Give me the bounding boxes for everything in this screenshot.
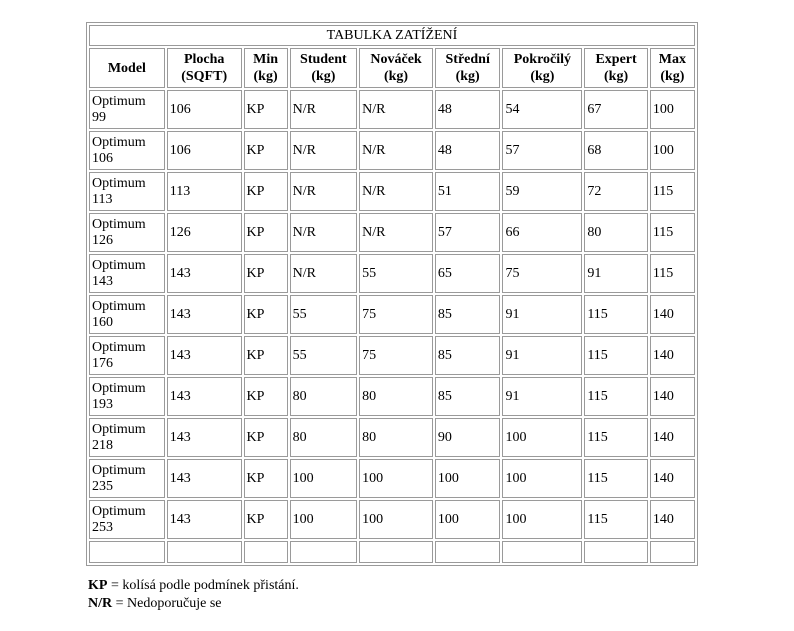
model-cell bbox=[89, 377, 165, 416]
model-name-line: 218 bbox=[92, 437, 113, 453]
table-cell: 115 bbox=[650, 172, 695, 211]
legend-key: KP bbox=[88, 578, 108, 593]
model-name-line: 253 bbox=[92, 519, 113, 535]
table-cell: 115 bbox=[584, 459, 648, 498]
table-row bbox=[89, 254, 695, 293]
table-cell: KP bbox=[244, 336, 288, 375]
table-cell: KP bbox=[244, 254, 288, 293]
column-header-line: (kg) bbox=[455, 69, 480, 84]
table-row bbox=[89, 418, 695, 457]
table-cell: 55 bbox=[290, 295, 358, 334]
table-cell: 115 bbox=[650, 213, 695, 252]
table-cell: 91 bbox=[502, 336, 582, 375]
table-cell: 140 bbox=[650, 418, 695, 457]
empty-cell bbox=[435, 541, 501, 563]
column-header-line: Max bbox=[658, 52, 687, 67]
table-cell: 100 bbox=[502, 418, 582, 457]
table-row bbox=[89, 500, 695, 539]
table-cell: KP bbox=[244, 131, 288, 170]
table-cell: 100 bbox=[650, 131, 695, 170]
column-header-line: (kg) bbox=[311, 69, 336, 84]
table-row bbox=[89, 295, 695, 334]
table-row bbox=[89, 213, 695, 252]
table-cell: KP bbox=[244, 295, 288, 334]
table-cell: 80 bbox=[584, 213, 648, 252]
table-cell: 65 bbox=[435, 254, 501, 293]
table-row bbox=[89, 336, 695, 375]
model-name-line: Optimum bbox=[92, 462, 146, 478]
model-name-line: 193 bbox=[92, 396, 113, 412]
table-cell: KP bbox=[244, 418, 288, 457]
model-name-line: 106 bbox=[92, 150, 113, 166]
table-cell: 80 bbox=[359, 418, 433, 457]
table-cell: 80 bbox=[290, 377, 358, 416]
table-cell: KP bbox=[244, 172, 288, 211]
table-cell: 80 bbox=[290, 418, 358, 457]
table-cell: 100 bbox=[290, 500, 358, 539]
column-header bbox=[584, 48, 648, 88]
table-cell: 100 bbox=[435, 459, 501, 498]
table-cell: 48 bbox=[435, 90, 501, 129]
table-cell: 90 bbox=[435, 418, 501, 457]
table-cell: KP bbox=[244, 500, 288, 539]
table-cell: 91 bbox=[584, 254, 648, 293]
table-cell: 55 bbox=[359, 254, 433, 293]
table-cell: 100 bbox=[435, 500, 501, 539]
table-cell: 66 bbox=[502, 213, 582, 252]
table-row bbox=[89, 131, 695, 170]
table-cell: 51 bbox=[435, 172, 501, 211]
table-cell: 48 bbox=[435, 131, 501, 170]
table-cell: N/R bbox=[290, 254, 358, 293]
model-cell bbox=[89, 418, 165, 457]
model-cell bbox=[89, 213, 165, 252]
model-cell bbox=[89, 90, 165, 129]
table-cell: 72 bbox=[584, 172, 648, 211]
table-cell: 143 bbox=[167, 336, 242, 375]
table-cell: 143 bbox=[167, 418, 242, 457]
model-name-line: Optimum bbox=[92, 175, 146, 191]
empty-cell bbox=[244, 541, 288, 563]
table-cell: 115 bbox=[584, 500, 648, 539]
table-cell: N/R bbox=[290, 131, 358, 170]
table-cell: 100 bbox=[650, 90, 695, 129]
table-cell: KP bbox=[244, 90, 288, 129]
table-cell: 55 bbox=[290, 336, 358, 375]
model-name-line: Optimum bbox=[92, 216, 146, 232]
table-cell: 115 bbox=[584, 336, 648, 375]
column-header bbox=[290, 48, 358, 88]
table-cell: 59 bbox=[502, 172, 582, 211]
empty-cell bbox=[502, 541, 582, 563]
empty-cell bbox=[650, 541, 695, 563]
column-header-line: Expert bbox=[595, 52, 637, 67]
table-cell: 100 bbox=[290, 459, 358, 498]
column-header bbox=[650, 48, 695, 88]
table-cell: 106 bbox=[167, 90, 242, 129]
table-cell: 100 bbox=[359, 459, 433, 498]
legend-text: = Nedoporučuje se bbox=[112, 596, 222, 611]
load-table bbox=[86, 22, 698, 566]
table-cell: N/R bbox=[359, 213, 433, 252]
legend bbox=[88, 577, 299, 613]
model-cell bbox=[89, 295, 165, 334]
table-cell: 85 bbox=[435, 336, 501, 375]
table-cell: 80 bbox=[359, 377, 433, 416]
model-name-line: 176 bbox=[92, 355, 113, 371]
model-cell bbox=[89, 459, 165, 498]
table-cell: 115 bbox=[584, 418, 648, 457]
empty-cell bbox=[359, 541, 433, 563]
model-name-line: 235 bbox=[92, 478, 113, 494]
column-header-line: Plocha bbox=[183, 52, 225, 67]
table-cell: 115 bbox=[584, 295, 648, 334]
table-cell: N/R bbox=[359, 172, 433, 211]
model-cell bbox=[89, 131, 165, 170]
table-cell: KP bbox=[244, 213, 288, 252]
table-cell: 140 bbox=[650, 377, 695, 416]
table-cell: 75 bbox=[502, 254, 582, 293]
column-header-line: (kg) bbox=[660, 69, 685, 84]
column-header-line: Student bbox=[300, 52, 347, 67]
table-cell: N/R bbox=[359, 131, 433, 170]
model-name-line: Optimum bbox=[92, 257, 146, 273]
empty-cell bbox=[167, 541, 242, 563]
table-cell: 100 bbox=[359, 500, 433, 539]
column-header bbox=[167, 48, 242, 88]
table-cell: 115 bbox=[584, 377, 648, 416]
table-cell: 57 bbox=[435, 213, 501, 252]
column-header-line: Model bbox=[107, 60, 146, 76]
model-name-line: 126 bbox=[92, 232, 113, 248]
model-name-line: 99 bbox=[92, 109, 106, 125]
table-cell: N/R bbox=[359, 90, 433, 129]
table-cell: 75 bbox=[359, 295, 433, 334]
column-header-line: Min bbox=[253, 52, 278, 67]
model-name-line: Optimum bbox=[92, 93, 146, 109]
column-header bbox=[435, 48, 501, 88]
column-header-line: Střední bbox=[445, 52, 490, 67]
table-row bbox=[89, 172, 695, 211]
column-header-line: (kg) bbox=[530, 69, 555, 84]
table-cell: 54 bbox=[502, 90, 582, 129]
table-cell: 140 bbox=[650, 336, 695, 375]
model-cell bbox=[89, 500, 165, 539]
model-name-line: Optimum bbox=[92, 339, 146, 355]
column-header-line: Nováček bbox=[370, 52, 422, 67]
header-row bbox=[89, 48, 695, 88]
model-cell bbox=[89, 336, 165, 375]
legend-key: N/R bbox=[88, 596, 113, 611]
table-body bbox=[89, 90, 695, 563]
model-name-line: Optimum bbox=[92, 503, 146, 519]
model-name-line: Optimum bbox=[92, 380, 146, 396]
table-row bbox=[89, 459, 695, 498]
legend-line bbox=[88, 577, 299, 595]
table-cell: 106 bbox=[167, 131, 242, 170]
table-cell: 143 bbox=[167, 377, 242, 416]
model-name-line: Optimum bbox=[92, 421, 146, 437]
model-name-line: Optimum bbox=[92, 134, 146, 150]
model-name-line: 143 bbox=[92, 273, 113, 289]
table-cell: 113 bbox=[167, 172, 242, 211]
column-header bbox=[244, 48, 288, 88]
table-cell: 140 bbox=[650, 500, 695, 539]
table-cell: 67 bbox=[584, 90, 648, 129]
table-row bbox=[89, 90, 695, 129]
table-cell: 143 bbox=[167, 295, 242, 334]
table-cell: N/R bbox=[290, 90, 358, 129]
empty-row bbox=[89, 541, 695, 563]
table-cell: 68 bbox=[584, 131, 648, 170]
empty-cell bbox=[584, 541, 648, 563]
table-cell: 91 bbox=[502, 295, 582, 334]
column-header bbox=[89, 48, 165, 88]
column-header bbox=[359, 48, 433, 88]
table-row bbox=[89, 377, 695, 416]
model-cell bbox=[89, 172, 165, 211]
table-cell: 140 bbox=[650, 295, 695, 334]
column-header-line: (kg) bbox=[604, 69, 629, 84]
table-cell: 91 bbox=[502, 377, 582, 416]
table-cell: KP bbox=[244, 377, 288, 416]
empty-cell bbox=[89, 541, 165, 563]
column-header-line: (kg) bbox=[383, 69, 409, 84]
table-cell: N/R bbox=[290, 213, 358, 252]
table-cell: 100 bbox=[502, 500, 582, 539]
model-name-line: 113 bbox=[92, 191, 113, 207]
column-header-line: Pokročilý bbox=[513, 52, 572, 67]
column-header bbox=[502, 48, 582, 88]
table-cell: KP bbox=[244, 459, 288, 498]
table-cell: 143 bbox=[167, 500, 242, 539]
table-cell: 85 bbox=[435, 377, 501, 416]
table-cell: 143 bbox=[167, 459, 242, 498]
model-name-line: 160 bbox=[92, 314, 113, 330]
legend-line bbox=[88, 595, 299, 613]
empty-cell bbox=[290, 541, 358, 563]
table-cell: 100 bbox=[502, 459, 582, 498]
table-cell: 140 bbox=[650, 459, 695, 498]
model-cell bbox=[89, 254, 165, 293]
table-cell: 85 bbox=[435, 295, 501, 334]
table-title: TABULKA ZATÍŽENÍ bbox=[89, 25, 695, 46]
model-name-line: Optimum bbox=[92, 298, 146, 314]
table-cell: 126 bbox=[167, 213, 242, 252]
load-table-container bbox=[86, 22, 698, 566]
table-cell: 75 bbox=[359, 336, 433, 375]
table-cell: 143 bbox=[167, 254, 242, 293]
column-header-line: (kg) bbox=[253, 69, 278, 84]
column-header-line: (SQFT) bbox=[181, 69, 228, 84]
legend-text: = kolísá podle podmínek přistání. bbox=[107, 578, 299, 593]
table-cell: 115 bbox=[650, 254, 695, 293]
table-cell: N/R bbox=[290, 172, 358, 211]
table-cell: 57 bbox=[502, 131, 582, 170]
